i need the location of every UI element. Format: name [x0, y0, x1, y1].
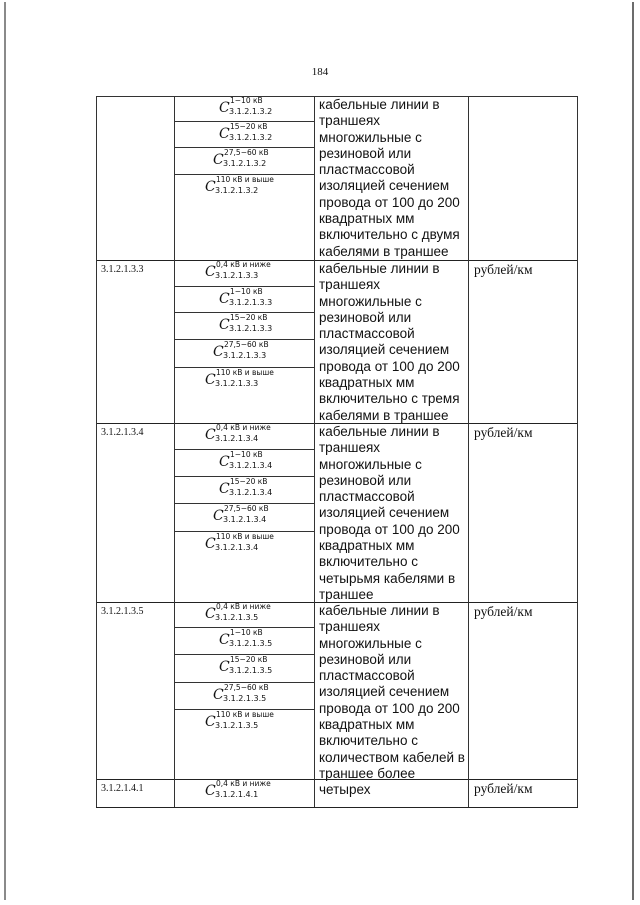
- formula-variant: [175, 654, 315, 682]
- description-line: траншеях: [319, 277, 381, 293]
- formula-variant: [175, 476, 315, 503]
- unit-label: рублей/км: [474, 781, 533, 796]
- code-subscript: 3.1.2.1.3.5: [229, 666, 273, 675]
- unit-cell: [468, 602, 578, 779]
- code-cell: [96, 423, 174, 602]
- description-line: резиновой или: [319, 651, 412, 667]
- code-cell: [96, 96, 174, 260]
- description-line: резиновой или: [319, 309, 412, 325]
- code-cell: [96, 260, 174, 423]
- voltage-superscript: 15−20 кВ: [230, 313, 268, 322]
- page-number: 184: [311, 66, 329, 78]
- description-text: [315, 423, 468, 603]
- description-line: изоляцией сечением: [319, 178, 450, 194]
- formula-variant: [175, 709, 315, 779]
- description-line: включительно с: [319, 733, 418, 749]
- description-line: кабелями в траншее: [319, 407, 449, 423]
- code-subscript: 3.1.2.1.3.4: [215, 434, 259, 443]
- formula-cell: [174, 602, 314, 779]
- formula-variant: [175, 531, 315, 602]
- variable-symbol: C: [219, 291, 230, 307]
- voltage-superscript: 1−10 кВ: [230, 96, 263, 105]
- description-line: провода от 100 до 200: [319, 194, 460, 210]
- code-subscript: 3.1.2.1.3.3: [229, 298, 273, 307]
- variable-symbol: C: [213, 152, 224, 168]
- description-line: провода от 100 до 200: [319, 358, 460, 374]
- voltage-superscript: 110 кВ и выше: [216, 710, 274, 719]
- variable-symbol: C: [205, 783, 216, 799]
- code-subscript: 3.1.2.1.3.2: [215, 186, 259, 195]
- description-line: пластмассовой: [319, 668, 415, 684]
- variable-symbol: C: [205, 606, 216, 622]
- description-line: кабельные линии в: [319, 261, 440, 276]
- unit-cell: [468, 96, 578, 260]
- description-line: пластмассовой: [319, 162, 415, 178]
- formula-variant: [175, 121, 315, 147]
- formula-variant: [175, 682, 315, 709]
- voltage-superscript: 15−20 кВ: [230, 477, 268, 486]
- formula-variant: [175, 423, 315, 449]
- code-subscript: 3.1.2.1.3.2: [223, 159, 267, 168]
- description-line: траншее более четырех: [319, 765, 416, 798]
- variable-symbol: C: [213, 344, 224, 360]
- description-line: включительно с двумя: [319, 227, 460, 243]
- description-line: пластмассовой: [319, 489, 415, 505]
- formula-cell: [174, 260, 314, 423]
- description-line: траншее: [319, 586, 374, 602]
- unit-label: рублей/км: [474, 604, 533, 619]
- description-cell: [314, 260, 468, 423]
- code-subscript: 3.1.2.1.4.1: [215, 790, 259, 799]
- description-line: включительно с тремя: [319, 391, 460, 407]
- variable-symbol: C: [205, 264, 216, 280]
- description-text: [315, 779, 468, 780]
- description-line: кабельные линии в: [319, 97, 440, 112]
- description-line: изоляцией сечением: [319, 342, 450, 358]
- code-subscript: 3.1.2.1.3.3: [215, 271, 259, 280]
- unit-cell: [468, 260, 578, 423]
- table-row: [96, 96, 578, 260]
- code-subscript: 3.1.2.1.3.2: [229, 107, 273, 116]
- description-line: многожильные с: [319, 129, 422, 145]
- variable-symbol: C: [205, 536, 216, 552]
- code-subscript: 3.1.2.1.3.5: [223, 694, 267, 703]
- variable-symbol: C: [219, 454, 230, 470]
- voltage-superscript: 27,5−60 кВ: [224, 148, 269, 157]
- description-line: кабельные линии в: [319, 603, 440, 618]
- formula-cell: [174, 779, 314, 807]
- voltage-superscript: 15−20 кВ: [230, 655, 268, 664]
- variable-symbol: C: [213, 508, 224, 524]
- description-line: траншеях: [319, 619, 381, 635]
- description-line: траншеях: [319, 113, 381, 129]
- description-line: изоляцией сечением: [319, 505, 450, 521]
- description-line: кабельные линии в: [319, 424, 440, 439]
- variable-symbol: C: [205, 179, 216, 195]
- formula-cell: [174, 96, 314, 260]
- voltage-superscript: 27,5−60 кВ: [224, 504, 269, 513]
- unit-label: [469, 96, 577, 98]
- voltage-superscript: 0,4 кВ и ниже: [216, 602, 271, 611]
- description-line: провода от 100 до 200: [319, 521, 460, 537]
- voltage-superscript: 110 кВ и выше: [216, 175, 274, 184]
- description-cell: [314, 96, 468, 260]
- formula-variant: [175, 174, 315, 260]
- code-cell: [96, 602, 174, 779]
- voltage-superscript: 1−10 кВ: [230, 628, 263, 637]
- description-line: пластмассовой: [319, 326, 415, 342]
- description-text: [315, 602, 468, 799]
- voltage-superscript: 0,4 кВ и ниже: [216, 260, 271, 269]
- description-line: количеством кабелей в: [319, 749, 465, 765]
- description-line: провода от 100 до 200: [319, 700, 460, 716]
- formula-variant: [175, 312, 315, 339]
- code-subscript: 3.1.2.1.3.2: [229, 133, 273, 142]
- formula-cell: [174, 423, 314, 602]
- unit-cell: [468, 779, 578, 807]
- unit-cell: [468, 423, 578, 602]
- description-line: квадратных мм: [319, 211, 415, 227]
- variable-symbol: C: [219, 659, 230, 675]
- code-subscript: 3.1.2.1.3.4: [223, 515, 267, 524]
- description-line: изоляцией сечением: [319, 684, 450, 700]
- code-subscript: 3.1.2.1.3.4: [229, 488, 273, 497]
- formula-variant: [175, 503, 315, 531]
- formula-variant: [175, 367, 315, 423]
- code-subscript: 3.1.2.1.3.3: [215, 379, 259, 388]
- description-cell: [314, 423, 468, 602]
- table-row: [96, 260, 578, 423]
- formula-variant: [175, 449, 315, 476]
- code-subscript: 3.1.2.1.3.5: [229, 639, 273, 648]
- description-line: кабелями в траншее: [319, 243, 449, 259]
- item-code: 3.1.2.1.3.4: [101, 427, 144, 438]
- item-code: 3.1.2.1.3.3: [101, 264, 144, 275]
- unit-label: рублей/км: [474, 425, 533, 440]
- variable-symbol: C: [205, 714, 216, 730]
- variable-symbol: C: [219, 126, 230, 142]
- formula-variant: [175, 627, 315, 654]
- table-row: [96, 423, 578, 602]
- voltage-superscript: 110 кВ и выше: [216, 368, 274, 377]
- item-code: 3.1.2.1.4.1: [101, 783, 144, 794]
- voltage-superscript: 110 кВ и выше: [216, 532, 274, 541]
- voltage-superscript: 27,5−60 кВ: [224, 683, 269, 692]
- description-line: резиновой или: [319, 145, 412, 161]
- voltage-superscript: 1−10 кВ: [230, 450, 263, 459]
- variable-symbol: C: [205, 427, 216, 443]
- variable-symbol: C: [213, 687, 224, 703]
- description-line: квадратных мм: [319, 717, 415, 733]
- description-line: квадратных мм: [319, 538, 415, 554]
- table-row: [96, 779, 578, 807]
- unit-label: рублей/км: [474, 262, 533, 277]
- description-line: многожильные с: [319, 635, 422, 651]
- formula-variant: [175, 260, 315, 286]
- variable-symbol: C: [219, 632, 230, 648]
- description-text: [315, 260, 468, 424]
- description-cell: [314, 602, 468, 798]
- code-subscript: 3.1.2.1.3.5: [215, 613, 259, 622]
- description-cell: [314, 779, 468, 807]
- description-line: четырьмя кабелями в: [319, 570, 456, 586]
- formula-variant: [175, 339, 315, 367]
- variable-symbol: C: [219, 317, 230, 333]
- voltage-superscript: 1−10 кВ: [230, 287, 263, 296]
- item-code: [97, 96, 174, 100]
- formula-variant: [175, 147, 315, 174]
- code-subscript: 3.1.2.1.3.4: [215, 543, 259, 552]
- formula-variant: [175, 96, 315, 121]
- voltage-superscript: 0,4 кВ и ниже: [216, 423, 271, 432]
- code-cell: [96, 779, 174, 807]
- item-code: 3.1.2.1.3.5: [101, 606, 144, 617]
- formula-variant: [175, 779, 315, 807]
- variable-symbol: C: [219, 481, 230, 497]
- description-line: включительно с: [319, 554, 418, 570]
- description-line: траншеях: [319, 440, 381, 456]
- table-bottom-border: [96, 807, 578, 808]
- code-subscript: 3.1.2.1.3.3: [229, 324, 273, 333]
- description-line: многожильные с: [319, 456, 422, 472]
- voltage-superscript: 15−20 кВ: [230, 122, 268, 131]
- variable-symbol: C: [205, 372, 216, 388]
- description-line: квадратных мм: [319, 375, 415, 391]
- description-line: резиновой или: [319, 472, 412, 488]
- formula-variant: [175, 602, 315, 627]
- code-subscript: 3.1.2.1.3.4: [229, 461, 273, 470]
- description-line: многожильные с: [319, 293, 422, 309]
- voltage-superscript: 0,4 кВ и ниже: [216, 779, 271, 788]
- voltage-superscript: 27,5−60 кВ: [224, 340, 269, 349]
- description-text: [315, 96, 468, 260]
- variable-symbol: C: [219, 100, 230, 116]
- code-subscript: 3.1.2.1.3.5: [215, 721, 259, 730]
- formula-variant: [175, 286, 315, 312]
- code-subscript: 3.1.2.1.3.3: [223, 351, 267, 360]
